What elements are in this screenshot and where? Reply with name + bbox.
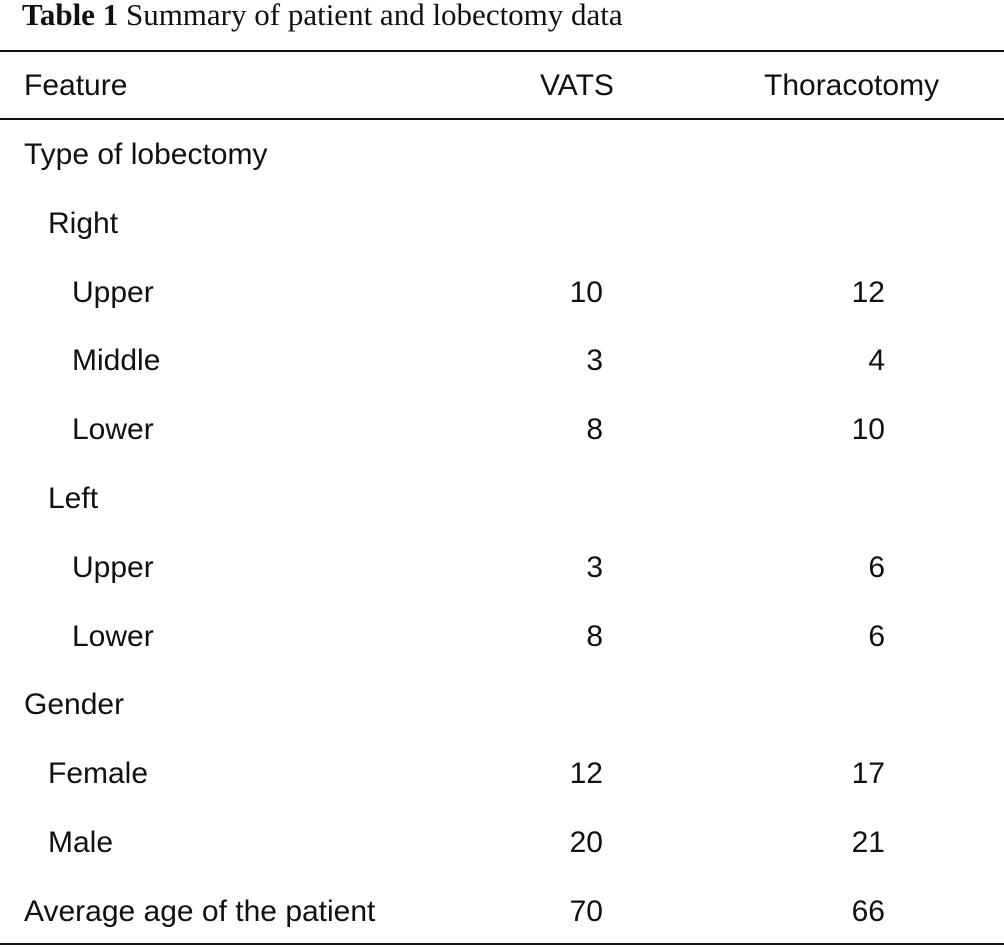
row-thoracotomy-value: 17 — [851, 757, 885, 790]
table-caption-label: Table 1 — [22, 0, 119, 32]
table-top-rule — [0, 50, 1004, 52]
table-caption — [22, 0, 623, 40]
row-label: Average age of the patient — [24, 895, 376, 928]
row-thoracotomy-value: 21 — [851, 826, 885, 859]
table-header-row — [0, 66, 1004, 106]
row-thoracotomy-value: 4 — [868, 344, 885, 377]
row-label: Lower — [72, 413, 154, 446]
row-label: Left — [48, 482, 99, 515]
row-vats-value: 3 — [586, 344, 603, 377]
row-label: Lower — [72, 620, 154, 653]
table-row-subsection-right — [0, 204, 1004, 244]
row-thoracotomy-value: 6 — [868, 620, 885, 653]
table-header-rule — [0, 118, 1004, 120]
header-feature: Feature — [24, 69, 128, 102]
table-row-subsection-left — [0, 479, 1004, 519]
row-label: Middle — [72, 344, 161, 377]
row-label: Type of lobectomy — [24, 138, 268, 171]
row-thoracotomy-value: 12 — [851, 276, 885, 309]
header-vats: VATS — [540, 69, 614, 102]
row-label: Female — [48, 757, 149, 790]
table-row-right-upper — [0, 273, 1004, 313]
table-row-gender-female — [0, 754, 1004, 794]
table-bottom-rule — [0, 943, 1004, 945]
row-vats-value: 20 — [569, 826, 603, 859]
row-vats-value: 70 — [569, 895, 603, 928]
table-row-left-lower — [0, 617, 1004, 657]
row-thoracotomy-value: 6 — [868, 551, 885, 584]
table-row-left-upper — [0, 548, 1004, 588]
table-row-average-age — [0, 892, 1004, 932]
table-row-right-lower — [0, 410, 1004, 450]
row-label: Male — [48, 826, 114, 859]
row-label: Upper — [72, 551, 154, 584]
table-row-section-gender — [0, 685, 1004, 725]
row-vats-value: 10 — [569, 276, 603, 309]
row-vats-value: 8 — [586, 620, 603, 653]
table-row-section-type-of-lobectomy — [0, 135, 1004, 175]
row-vats-value: 3 — [586, 551, 603, 584]
table-caption-text: Summary of patient and lobectomy data — [125, 0, 623, 32]
header-thoracotomy: Thoracotomy — [764, 69, 940, 102]
row-label: Gender — [24, 688, 125, 721]
row-vats-value: 8 — [586, 413, 603, 446]
table-row-right-middle — [0, 341, 1004, 381]
row-thoracotomy-value: 66 — [851, 895, 885, 928]
row-label: Upper — [72, 276, 154, 309]
row-thoracotomy-value: 10 — [851, 413, 885, 446]
row-label: Right — [48, 207, 119, 240]
row-vats-value: 12 — [569, 757, 603, 790]
table-row-gender-male — [0, 823, 1004, 863]
